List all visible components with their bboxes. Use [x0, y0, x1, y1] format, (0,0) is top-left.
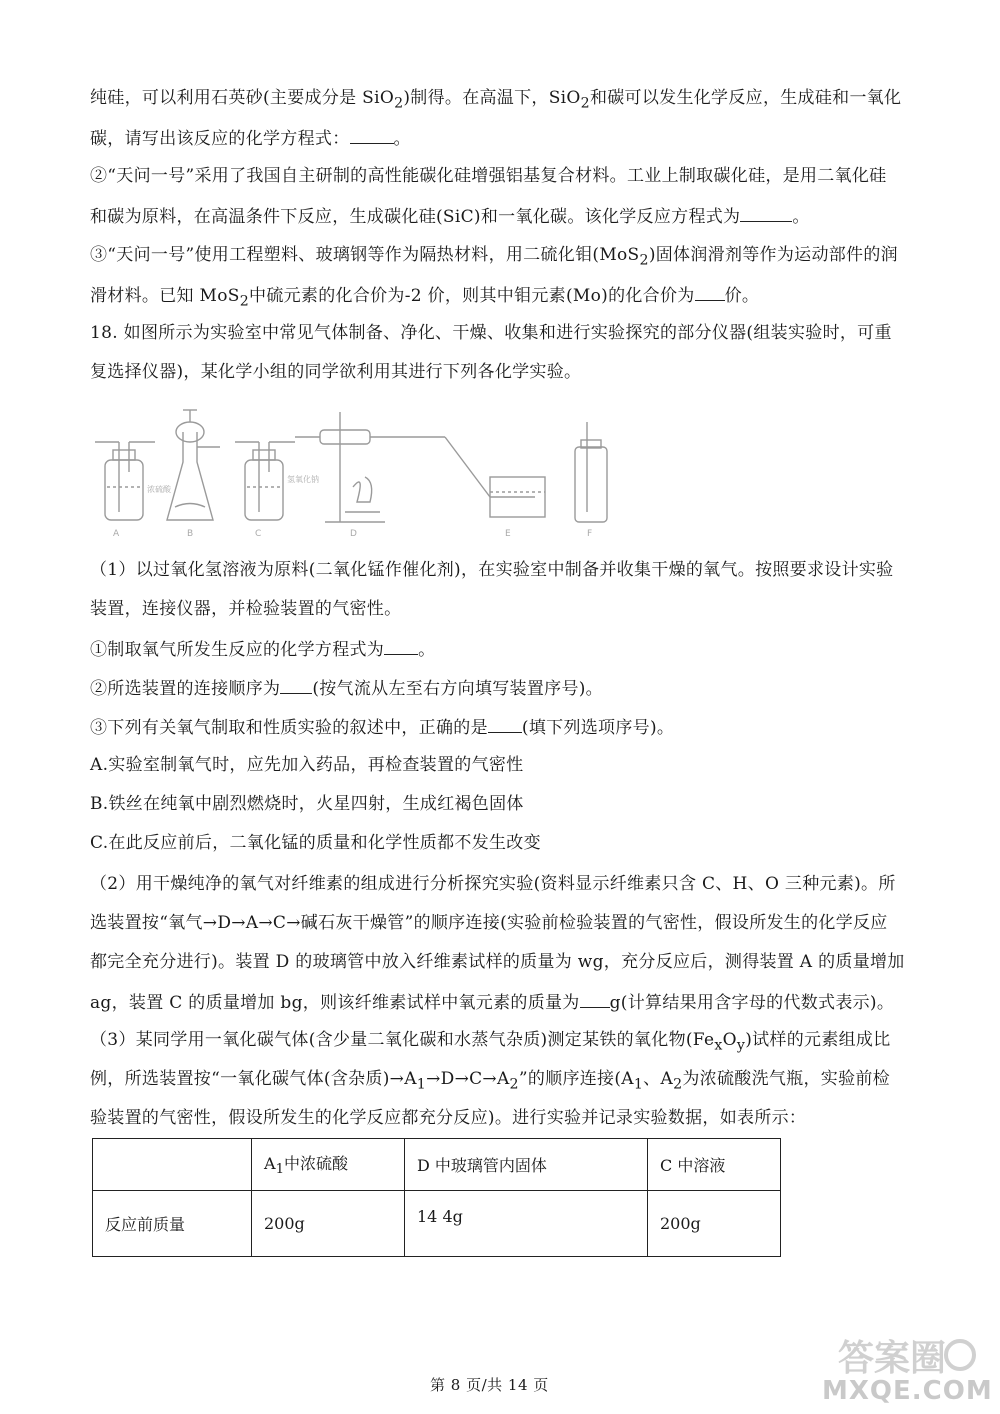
label-b: B	[187, 529, 194, 539]
text-line: （3）某同学用一氧化碳气体(含少量二氧化碳和水蒸气杂质)测定某铁的氧化物$(Fe_xO_y)$试样的元素组成比	[90, 1030, 891, 1054]
apparatus-e	[405, 437, 545, 517]
text-line: ③下列有关氧气制取和性质实验的叙述中，正确的是 (填下列选项序号)。	[90, 718, 675, 738]
text-line: ①制取氧气所发生反应的化学方程式为 。	[90, 640, 436, 660]
apparatus-figure	[95, 402, 630, 540]
text-line: （1）以过氧化氢溶液为原料(二氧化锰作催化剂)，在实验室中制备并收集干燥的氧气。按照要求设计实验	[90, 560, 894, 580]
apparatus-a	[95, 442, 172, 520]
text-line: ag，装置 C 的质量增加 bg，则该纤维素试样中氧元素的质量为 g(计算结果用含字母的代数式表示)。	[90, 993, 895, 1013]
table-header-row	[93, 1139, 781, 1191]
answer-blank[interactable]	[740, 205, 792, 222]
apparatus-c	[235, 442, 319, 520]
label-f: F	[587, 529, 593, 539]
data-table	[92, 1138, 781, 1257]
text-line: 纯硅，可以利用石英砂(主要成分是 SiO$_2$)制得。在高温下，SiO$_2$和碳可以发生化学反应，生成硅和一氧化	[90, 88, 902, 112]
table-cell: 200g	[648, 1191, 781, 1257]
table-cell	[93, 1139, 252, 1191]
table-cell: $A_1$中浓硫酸	[252, 1139, 405, 1191]
label-c: C	[255, 529, 262, 539]
text-line: 碳，请写出该反应的化学方程式： 。	[90, 129, 411, 149]
label-e: E	[505, 529, 511, 539]
apparatus-f	[575, 422, 607, 522]
text-line: 装置，连接仪器，并检验装置的气密性。	[90, 599, 402, 619]
answer-blank[interactable]	[580, 991, 610, 1008]
svg-text:答案圈: 答案圈	[838, 1338, 947, 1379]
question-18-stem: 18. 如图所示为实验室中常见气体制备、净化、干燥、收集和进行实验探究的部分仪器(组装实验时，可重	[90, 323, 892, 343]
answer-blank[interactable]	[384, 638, 418, 655]
label-d: D	[350, 529, 357, 539]
table-row	[93, 1191, 781, 1257]
text-line: 验装置的气密性，假设所发生的化学反应都充分反应)。进行实验并记录实验数据，如表所示：	[90, 1108, 807, 1128]
text-line: 和碳为原料，在高温条件下反应，生成碳化硅(SiC)和一氧化碳。该化学反应方程式为 。	[90, 207, 810, 227]
text-line: （2）用干燥纯净的氧气对纤维素的组成进行分析探究实验(资料显示纤维素只含 C、H、O 三种元素)。所	[90, 874, 896, 894]
page-number: 第 8 页/共 14 页	[430, 1376, 549, 1394]
answer-blank[interactable]	[695, 284, 725, 301]
svg-text:浓硫酸: 浓硫酸	[147, 485, 171, 494]
table-cell: 14 4g	[405, 1191, 648, 1257]
svg-text:氢氧化钠: 氢氧化钠	[287, 475, 319, 484]
option-b: B.铁丝在纯氧中剧烈燃烧时，火星四射，生成红褐色固体	[90, 794, 524, 814]
table-cell: 200g	[252, 1191, 405, 1257]
text-line: ②所选装置的连接顺序为 (按气流从左至右方向填写装置序号)。	[90, 679, 603, 699]
answer-blank[interactable]	[350, 127, 394, 144]
text-line: 滑材料。已知 MoS$_2$中硫元素的化合价为-2 价，则其中钼元素(Mo)的化合价为 价。	[90, 286, 760, 310]
answer-blank[interactable]	[280, 677, 312, 694]
text-line: ③“天问一号”使用工程塑料、玻璃钢等作为隔热材料，用二硫化钼(MoS$_2$)固体润滑剂等作为运动部件的润	[90, 245, 898, 269]
apparatus-d	[295, 412, 405, 522]
table-cell: D 中玻璃管内固体	[405, 1139, 648, 1191]
table-cell: C 中溶液	[648, 1139, 781, 1191]
watermark-url: MXQE.COM	[822, 1376, 993, 1406]
text-line: 选装置按“氧气→D→A→C→碱石灰干燥管”的顺序连接(实验前检验装置的气密性，假设所发生的化学反应	[90, 913, 888, 933]
text-line: 复选择仪器)，某化学小组的同学欲利用其进行下列各化学实验。	[90, 362, 582, 382]
label-a: A	[113, 529, 120, 539]
answer-blank[interactable]	[488, 716, 522, 733]
text-line: 都完全充分进行)。装置 D 的玻璃管中放入纤维素试样的质量为 wg，充分反应后，测得装置 A 的质量增加	[90, 952, 905, 972]
option-a: A.实验室制氧气时，应先加入药品，再检查装置的气密性	[90, 755, 524, 775]
table-cell: 反应前质量	[93, 1191, 252, 1257]
text-line: 例，所选装置按“一氧化碳气体(含杂质)$\to A_1\to D\to C\to A_2$”的顺序连接($A_1$、$A_2$为浓硫酸洗气瓶，实验前检	[90, 1069, 890, 1093]
apparatus-b	[167, 410, 220, 520]
option-c: C.在此反应前后，二氧化锰的质量和化学性质都不发生改变	[90, 833, 541, 853]
text-line: ②“天问一号”采用了我国自主研制的高性能碳化硅增强铝基复合材料。工业上制取碳化硅，是用二氧化硅	[90, 166, 887, 186]
